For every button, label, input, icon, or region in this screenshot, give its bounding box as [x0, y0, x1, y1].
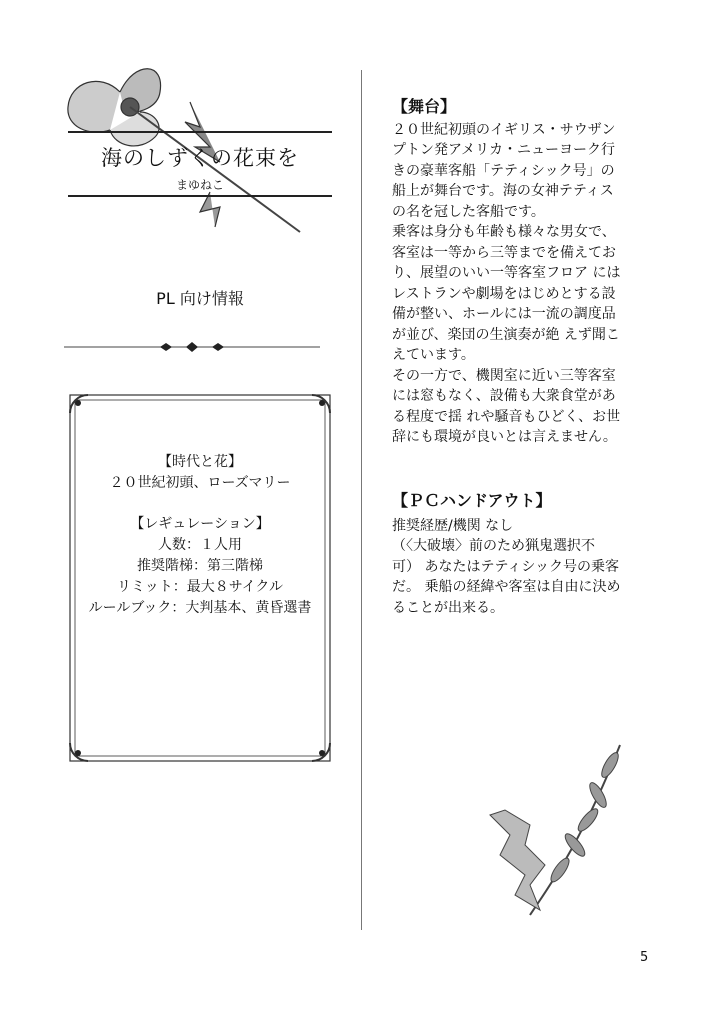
stage-line: 乗客は身分も年齢も様々な男女で、 [392, 224, 616, 240]
stage-line: 備が整い、ホールには一流の調度品 [392, 306, 616, 322]
regulation-block [72, 452, 328, 619]
stage-line: 船上が舞台です。海の女神テティス [392, 183, 614, 199]
stage-line: レストランや劇場をはじめとする設 [392, 285, 616, 302]
spacer [72, 494, 328, 514]
handout-line: 可） あなたはテティシック号の乗客 [392, 558, 620, 575]
handout-line: （〈大破壊〉前のため猟鬼選択不 [392, 538, 595, 554]
players-line: 人数：１人用 [158, 537, 242, 553]
stage-line: ２０世紀初頭のイギリス・サウザン [392, 121, 616, 138]
title-top-rule [68, 131, 332, 133]
rulebook-line: ルールブック：大判基本、黄昏選書 [88, 600, 312, 616]
stage-line: り、展望のいい一等客室フロア には [392, 265, 621, 281]
stage-line: えています。 [392, 347, 475, 363]
pc-handout-heading: 【ＰＣハンドアウト】 [392, 491, 552, 510]
rosemary-illustration [470, 725, 650, 925]
stage-line: 客室は一等から三等までを備えてお [392, 244, 616, 261]
stage-line: には窓もなく、設備も大衆食堂があ [392, 388, 616, 404]
handout-line: ることが出来る。 [392, 599, 504, 616]
stage-line: 辞にも環境が良いとは言えません。 [392, 429, 617, 445]
recommended-tier-line: 推奨階梯：第三階梯 [137, 558, 263, 574]
limit-line: リミット：最大８サイクル [116, 579, 284, 595]
pl-info-heading: PL 向け情報 [156, 289, 244, 308]
stage-line: る程度で揺 れや騒音もひどく、お世 [392, 408, 621, 425]
stage-line: が並び、楽団の生演奏が絶 えず聞こ [392, 326, 620, 343]
book-title: 海のしずくの花束を [101, 146, 299, 170]
author-name: まゆねこ [175, 178, 224, 192]
stage-line: きの豪華客船「テティシック号」の [392, 162, 615, 179]
stage-heading: 【舞台】 [392, 97, 457, 116]
ornamental-divider [64, 340, 320, 354]
handout-line: 推奨経歴/機関 なし [392, 517, 514, 534]
stage-line: その一方で、機関室に近い三等客室 [392, 367, 616, 384]
regulation-heading: 【レギュレーション】 [130, 516, 270, 532]
column-separator [361, 70, 362, 930]
page-number: 5 [640, 950, 649, 965]
stage-line: プトン発アメリカ・ニューヨーク行 [392, 142, 616, 158]
stage-line: の名を冠した客船です。 [392, 203, 545, 220]
stage-section [392, 97, 652, 448]
handout-line: だ。 乗船の経緯や客室は自由に決め [392, 579, 621, 595]
era-flower-heading: 【時代と花】 [158, 454, 242, 470]
era-flower-value: ２０世紀初頭、ローズマリー [109, 475, 291, 491]
title-bottom-rule [68, 195, 332, 197]
pc-handout-section [392, 491, 652, 618]
